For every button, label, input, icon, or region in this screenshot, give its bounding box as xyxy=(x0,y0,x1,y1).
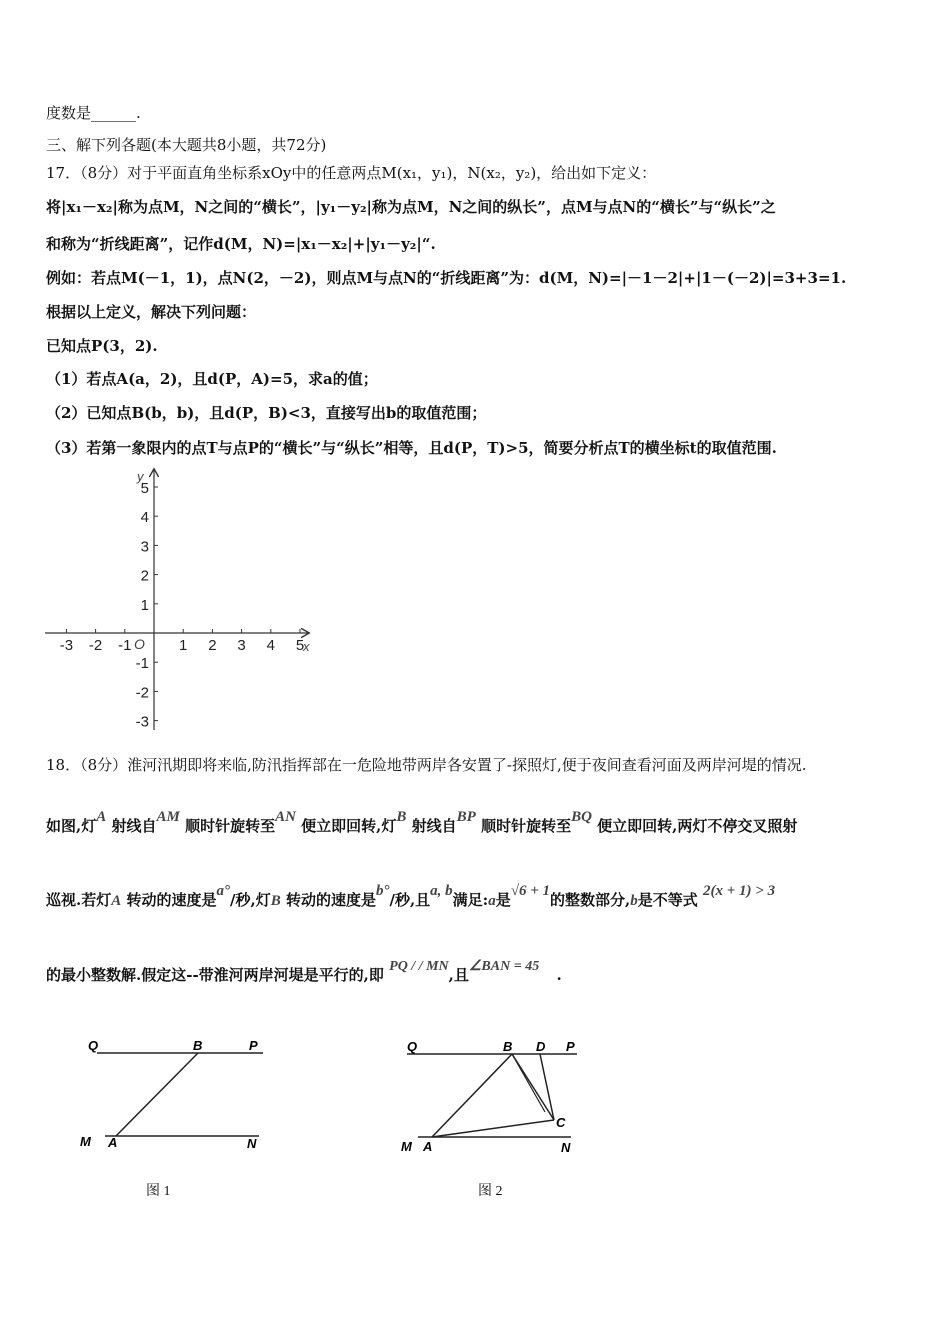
section-heading: 三、解下列各题(本大题共8小题，共72分) xyxy=(46,136,327,154)
figure-2 xyxy=(395,1030,595,1160)
label-P: P xyxy=(566,1039,575,1054)
y-tick-label: -2 xyxy=(135,684,149,702)
q17-instruction: 根据以上定义，解决下列问题： xyxy=(46,303,257,321)
x-tick-label: 1 xyxy=(179,637,188,654)
label-B: B xyxy=(193,1038,203,1053)
label-P: P xyxy=(249,1038,258,1053)
figure-1-caption: 图 1 xyxy=(146,1184,171,1199)
coordinate-plane xyxy=(40,462,330,737)
q18-intro: 18．（8分）淮河汛期即将来临,防汛指挥部在一危险地带两岸各安置了-探照灯,便于夜间查看河面及两岸河堤的情况. xyxy=(46,756,807,774)
x-axis-label: x xyxy=(303,639,310,654)
figure-1 xyxy=(75,1030,275,1160)
x-tick-label: -2 xyxy=(88,637,103,654)
label-Q: Q xyxy=(407,1039,418,1054)
label-M: M xyxy=(401,1139,412,1154)
q18-line4: 的最小整数解.假定这--带淮河两岸河堤是平行的,即 PQ / / MN,且∠BAN = 45 . xyxy=(46,959,562,984)
y-tick-label: -1 xyxy=(135,655,149,673)
figure-2-caption: 图 2 xyxy=(478,1184,503,1199)
x-tick-label: 5 xyxy=(295,637,305,654)
q17-part-3: （3）若第一象限内的点T与点P的“横长”与“纵长”相等，且d(P，T)>5，简要分析点T的横坐标t的取值范围. xyxy=(46,439,777,457)
q17-intro: 17．（8分）对于平面直角坐标系xOy中的任意两点M(x₁，y₁)，N(x₂，y₂)，给出如下定义： xyxy=(46,164,657,182)
q17-part-1: （1）若点A(a，2)，且d(P，A)=5，求a的值； xyxy=(46,370,378,388)
label-Q: Q xyxy=(88,1038,99,1053)
label-N: N xyxy=(561,1140,571,1155)
label-M: M xyxy=(80,1134,91,1149)
y-axis-label: y xyxy=(137,469,144,484)
label-B: B xyxy=(503,1039,513,1054)
y-tick-label: 5 xyxy=(140,480,149,497)
x-tick-label: 2 xyxy=(208,637,217,654)
x-tick-label: -3 xyxy=(59,637,74,654)
label-A: A xyxy=(423,1139,433,1154)
y-tick-label: 2 xyxy=(140,567,149,585)
answer-blank-line: 度数是______. xyxy=(46,104,141,122)
y-tick-label: 1 xyxy=(140,596,149,614)
label-N: N xyxy=(247,1136,257,1151)
x-tick-label: 4 xyxy=(266,637,275,654)
y-tick-label: 3 xyxy=(140,538,149,556)
q17-part-2: （2）已知点B(b，b)，且d(P，B)<3，直接写出b的取值范围； xyxy=(46,404,487,422)
label-C: C xyxy=(556,1115,566,1130)
q17-example: 例如：若点M(－1，1)，点N(2，－2)，则点M与点N的“折线距离”为：d(M，N)=|－1－2|+|1－(－2)|=3+3=1. xyxy=(46,269,847,287)
q17-definition-1: 将|x₁－x₂|称为点M，N之间的“横长”，|y₁－y₂|称为点M，N之间的纵长”，点M与点N的“横长”与“纵长”之 xyxy=(46,198,776,216)
label-D: D xyxy=(536,1039,546,1054)
q17-given-point: 已知点P(3，2). xyxy=(46,337,158,355)
y-tick-label: -3 xyxy=(135,713,149,731)
q18-line2: 如图,灯A 射线自AM 顺时针旋转至AN 便立即回转,灯B 射线自BP 顺时针旋转至BQ 便立即回转,两灯不停交叉照射 xyxy=(46,809,798,835)
q17-definition-2: 和称为“折线距离”，记作d(M，N)=|x₁－x₂|+|y₁－y₂|“. xyxy=(46,235,436,253)
origin-label: O xyxy=(134,636,145,652)
label-A: A xyxy=(108,1135,118,1150)
y-tick-label: 4 xyxy=(140,509,149,527)
x-tick-label: 3 xyxy=(237,637,246,654)
q18-line3: 巡视.若灯A 转动的速度是a°/秒,灯B 转动的速度是b°/秒,且a, b满足:a是√6 + 1的整数部分,b是不等式 2(x + 1) > 3 xyxy=(46,883,776,909)
x-tick-label: -1 xyxy=(118,637,132,654)
